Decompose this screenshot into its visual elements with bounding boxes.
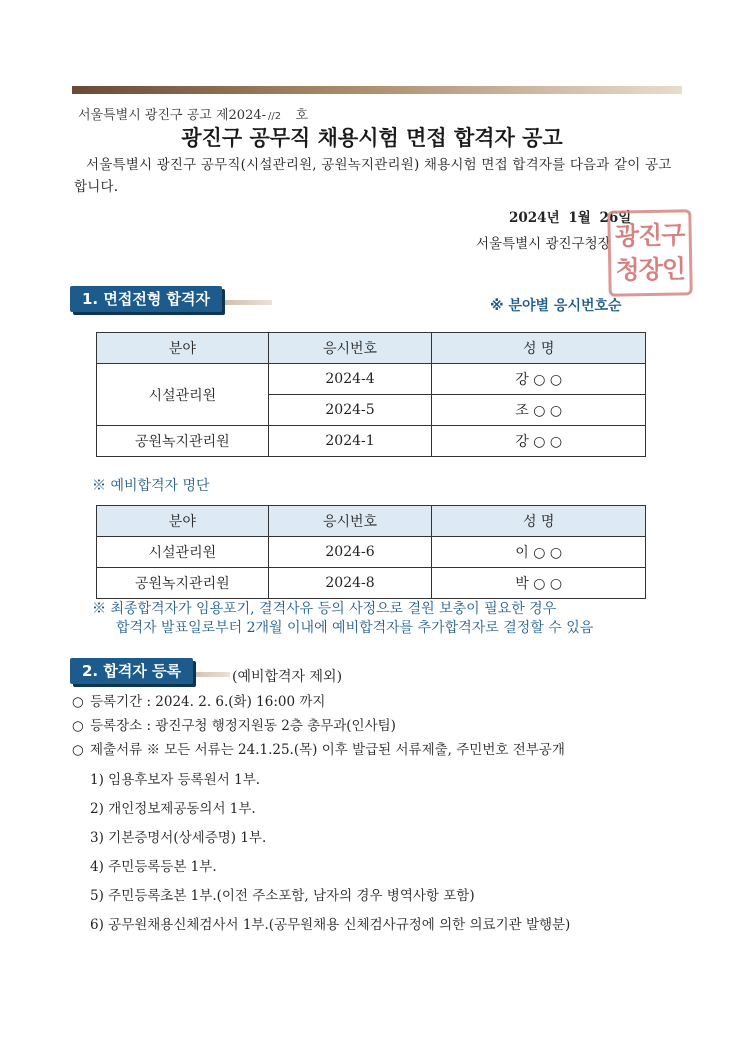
list-item <box>72 714 692 738</box>
documents-intro: 제출서류 ※ 모든 서류는 24.1.25.(목) 이후 발급된 서류제출, 주민번호 전부공개 <box>90 742 565 758</box>
name-cell: 강 ○ ○ <box>432 426 646 457</box>
name-cell: 이 ○ ○ <box>432 537 646 568</box>
table-row <box>97 426 646 457</box>
registration-period: 등록기간 : 2024. 2. 6.(화) 16:00 까지 <box>90 694 326 710</box>
name-cell: 조 ○ ○ <box>432 395 646 426</box>
date-year: 2024년 <box>509 210 560 226</box>
name-cell: 박 ○ ○ <box>432 568 646 599</box>
bullet: ○ <box>72 718 84 734</box>
signer: 서울특별시 광진구청장 <box>476 236 611 252</box>
table-row <box>97 537 646 568</box>
column-header: 성 명 <box>432 506 646 537</box>
number-cell: 2024-5 <box>268 395 432 426</box>
exclusion-note: (예비합격자 제외) <box>232 669 343 685</box>
document-item: 2) 개인정보제공동의서 1부. <box>90 801 256 817</box>
interview-pass-table <box>96 332 646 457</box>
official-seal-stamp <box>607 209 692 296</box>
final-note-line-1: ※ 최종합격자가 임용포기, 결격사유 등의 사정으로 결원 보충이 필요한 경우 <box>92 601 557 617</box>
table-header-row <box>97 506 646 537</box>
number-cell: 2024-1 <box>268 426 432 457</box>
list-item <box>72 738 692 762</box>
seal-line-1: 광진구 <box>614 220 685 251</box>
intro-text: 서울특별시 광진구 공무직(시설관리원, 공원녹지관리원) 채용시험 면접 합격자를 다음과 같이 공고합니다. <box>74 157 672 195</box>
document-item: 5) 주민등록초본 1부.(이전 주소포함, 남자의 경우 병역사항 포함) <box>90 888 475 904</box>
date-month: 1월 <box>568 210 591 226</box>
bullet: ○ <box>72 694 84 710</box>
table-header-row <box>97 333 646 364</box>
document-item: 3) 기본증명서(상세증명) 1부. <box>90 830 267 846</box>
date-day: 26일 <box>599 210 632 226</box>
number-cell: 2024-4 <box>268 364 432 395</box>
reserve-pass-table <box>96 505 646 599</box>
notice-handwritten-number: //2 <box>268 111 282 122</box>
registration-items <box>72 690 692 762</box>
number-cell: 2024-6 <box>268 537 432 568</box>
field-cell: 공원녹지관리원 <box>97 426 269 457</box>
bullet: ○ <box>72 742 84 758</box>
column-header: 분야 <box>97 506 269 537</box>
list-item <box>72 690 692 714</box>
name-cell: 강 ○ ○ <box>432 364 646 395</box>
document-item: 4) 주민등록등본 1부. <box>90 859 217 875</box>
seal-line-2: 청장인 <box>615 254 686 285</box>
header-decorative-bar <box>72 86 682 94</box>
reserve-list-title: ※ 예비합격자 명단 <box>92 478 210 494</box>
column-header: 성 명 <box>432 333 646 364</box>
document-item: 1) 임용후보자 등록원서 1부. <box>90 772 261 788</box>
field-cell: 시설관리원 <box>97 537 269 568</box>
notice-prefix: 서울특별시 광진구 공고 제2024- <box>78 108 267 123</box>
final-note-line-2: 합격자 발표일로부터 2개월 이내에 예비합격자를 추가합격자로 결정할 수 있음 <box>116 620 594 636</box>
table-row <box>97 568 646 599</box>
field-cell: 시설관리원 <box>97 364 269 426</box>
column-header: 응시번호 <box>268 333 432 364</box>
notice-suffix: 호 <box>295 108 309 123</box>
notice-number <box>78 104 308 123</box>
column-header: 응시번호 <box>268 506 432 537</box>
table-row <box>97 364 646 395</box>
field-cell: 공원녹지관리원 <box>97 568 269 599</box>
document-item: 6) 공무원채용신체검사서 1부.(공무원채용 신체검사규정에 의한 의료기관 발행분) <box>90 917 571 933</box>
section2-label: 2. 합격자 등록 <box>70 658 193 684</box>
number-cell: 2024-8 <box>268 568 432 599</box>
final-pass-note <box>92 600 692 638</box>
registration-place: 등록장소 : 광진구청 행정지원동 2층 총무과(인사팀) <box>90 718 396 734</box>
page-title: 광진구 공무직 채용시험 면접 합격자 공고 <box>181 126 563 150</box>
sort-note: ※ 분야별 응시번호순 <box>490 298 622 314</box>
column-header: 분야 <box>97 333 269 364</box>
section1-label: 1. 면접전형 합격자 <box>70 286 222 312</box>
